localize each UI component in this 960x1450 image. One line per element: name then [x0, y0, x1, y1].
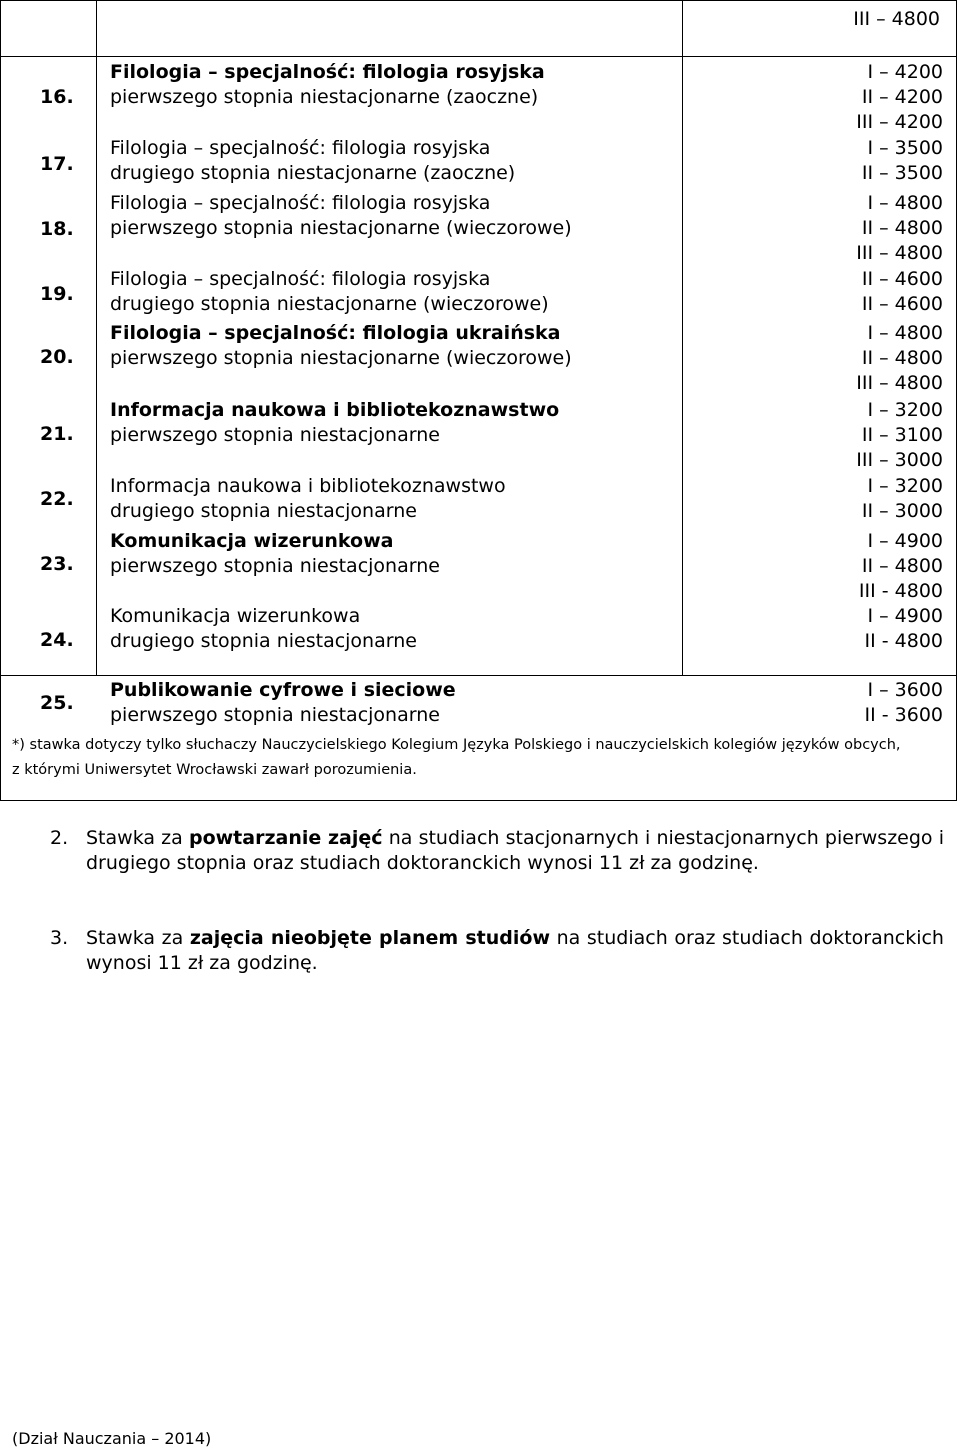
- rate-value: I – 3200: [867, 475, 943, 497]
- paragraph-body: [86, 826, 944, 876]
- rate-value: III – 4800: [856, 372, 943, 394]
- rate-list: [865, 678, 944, 728]
- rate-list: [856, 398, 943, 473]
- footnote: *) stawka dotyczy tylko słuchaczy Nauczycielskiego Kolegium Języka Polskiego i nauczycielskich kolegiów języków obcych, z którymi Uniwersytet Wrocławski zawarł porozumienia.: [12, 737, 901, 778]
- rate-value: II – 4200: [861, 86, 943, 108]
- paragraph-text: Stawka za: [86, 927, 184, 949]
- rate-value: III - 4800: [858, 580, 943, 602]
- rate-list: [856, 60, 943, 135]
- program-level: drugiego stopnia niestacjonarne (zaoczne): [110, 162, 516, 184]
- column-divider-2: [682, 0, 683, 675]
- table-border-right: [956, 0, 957, 800]
- program-entry: [110, 136, 515, 186]
- rate-list: [856, 191, 943, 266]
- row-number: 18.: [40, 218, 74, 240]
- rate-value: I – 4900: [867, 605, 943, 627]
- program-level: pierwszego stopnia niestacjonarne (wieczorowe): [110, 347, 572, 369]
- footer-note: (Dział Nauczania – 2014): [12, 1429, 212, 1448]
- table-border-top: [0, 0, 957, 1]
- program-level: pierwszego stopnia niestacjonarne: [110, 424, 440, 446]
- rate-value: III – 4800: [853, 8, 940, 30]
- program-level: pierwszego stopnia niestacjonarne: [110, 704, 440, 726]
- rate-value: I – 4800: [867, 322, 943, 344]
- row-number: 24.: [40, 629, 74, 651]
- rate-value: I – 3600: [867, 679, 943, 701]
- paragraph-bold-text: powtarzanie zajęć: [188, 827, 383, 849]
- paragraph-3: [50, 926, 944, 976]
- rate-value: II – 4800: [861, 217, 943, 239]
- program-title: Filologia – specjalność: filologia rosyjska: [110, 192, 491, 214]
- rate-list: [862, 267, 943, 317]
- rate-value: I – 3500: [867, 137, 943, 159]
- rate-list: [856, 321, 943, 396]
- rate-value: II – 4600: [861, 293, 943, 315]
- program-entry: [110, 321, 572, 371]
- program-title: Komunikacja wizerunkowa: [110, 530, 394, 552]
- program-title: Informacja naukowa i bibliotekoznawstwo: [110, 475, 506, 497]
- program-entry: [110, 678, 456, 728]
- program-level: pierwszego stopnia niestacjonarne: [110, 555, 440, 577]
- program-title: Komunikacja wizerunkowa: [110, 605, 361, 627]
- row-number: 25.: [40, 692, 74, 714]
- program-title: Informacja naukowa i bibliotekoznawstwo: [110, 399, 560, 421]
- rate-value: I – 3200: [867, 399, 943, 421]
- program-entry: [110, 267, 549, 317]
- paragraph-number: 2.: [50, 827, 69, 849]
- row-number: 16.: [40, 86, 74, 108]
- rate-value: III – 3000: [856, 449, 943, 471]
- paragraph-body: [86, 926, 944, 976]
- rate-list: [862, 474, 943, 524]
- rate-value: I – 4900: [867, 530, 943, 552]
- program-level: drugiego stopnia niestacjonarne: [110, 500, 417, 522]
- program-level: pierwszego stopnia niestacjonarne (wieczorowe): [110, 217, 572, 239]
- paragraph-number: 3.: [50, 927, 69, 949]
- program-level: pierwszego stopnia niestacjonarne (zaoczne): [110, 86, 539, 108]
- row-divider: [0, 675, 957, 676]
- rate-value: II - 4800: [864, 630, 943, 652]
- rate-value: II – 4600: [861, 268, 943, 290]
- rate-list: [862, 136, 943, 186]
- program-title: Filologia – specjalność: filologia rosyjska: [110, 137, 491, 159]
- rate-value: II – 4800: [861, 555, 943, 577]
- row-number: 17.: [40, 153, 74, 175]
- row-number: 23.: [40, 553, 74, 575]
- row-number: 22.: [40, 488, 74, 510]
- table-border-left: [0, 0, 1, 800]
- paragraph-text: na studiach stacjonarnych i niestacjonarnych pierwszego i drugiego stopnia oraz studiach doktoranckich wynosi 11 zł za godzinę.: [86, 827, 944, 874]
- rate-value: I – 4800: [867, 192, 943, 214]
- program-title: Publikowanie cyfrowe i sieciowe: [110, 679, 456, 701]
- program-entry: [110, 529, 440, 579]
- program-level: drugiego stopnia niestacjonarne (wieczorowe): [110, 293, 549, 315]
- row-number: 20.: [40, 346, 74, 368]
- paragraph-bold-text: zajęcia nieobjęte planem studiów: [189, 927, 550, 949]
- program-entry: [110, 604, 417, 654]
- paragraph-text: na studiach oraz studiach doktoranckich wynosi 11 zł za godzinę.: [86, 927, 944, 974]
- program-title: Filologia – specjalność: filologia rosyjska: [110, 268, 491, 290]
- program-level: drugiego stopnia niestacjonarne: [110, 630, 417, 652]
- program-title: Filologia – specjalność: filologia rosyjska: [110, 61, 545, 83]
- rate-value: I – 4200: [867, 61, 943, 83]
- column-divider-1: [96, 0, 97, 675]
- program-title: Filologia – specjalność: filologia ukraińska: [110, 322, 561, 344]
- row-divider: [0, 56, 957, 57]
- row-number: 19.: [40, 283, 74, 305]
- rate-value: II – 3100: [861, 424, 943, 446]
- rate-list: [859, 529, 943, 604]
- rate-value: II – 3500: [861, 162, 943, 184]
- rate-value: II - 3600: [864, 704, 943, 726]
- rate-list: [865, 604, 944, 654]
- program-entry: [110, 474, 506, 524]
- program-entry: [110, 60, 545, 110]
- rate-value: III – 4200: [856, 111, 943, 133]
- program-entry: [110, 191, 572, 241]
- rate-value: II – 4800: [861, 347, 943, 369]
- paragraph-text: Stawka za: [86, 827, 183, 849]
- paragraph-2: [50, 826, 944, 876]
- rate-value: III – 4800: [856, 242, 943, 264]
- row-number: 21.: [40, 423, 74, 445]
- rate-value: II – 3000: [861, 500, 943, 522]
- program-entry: [110, 398, 559, 448]
